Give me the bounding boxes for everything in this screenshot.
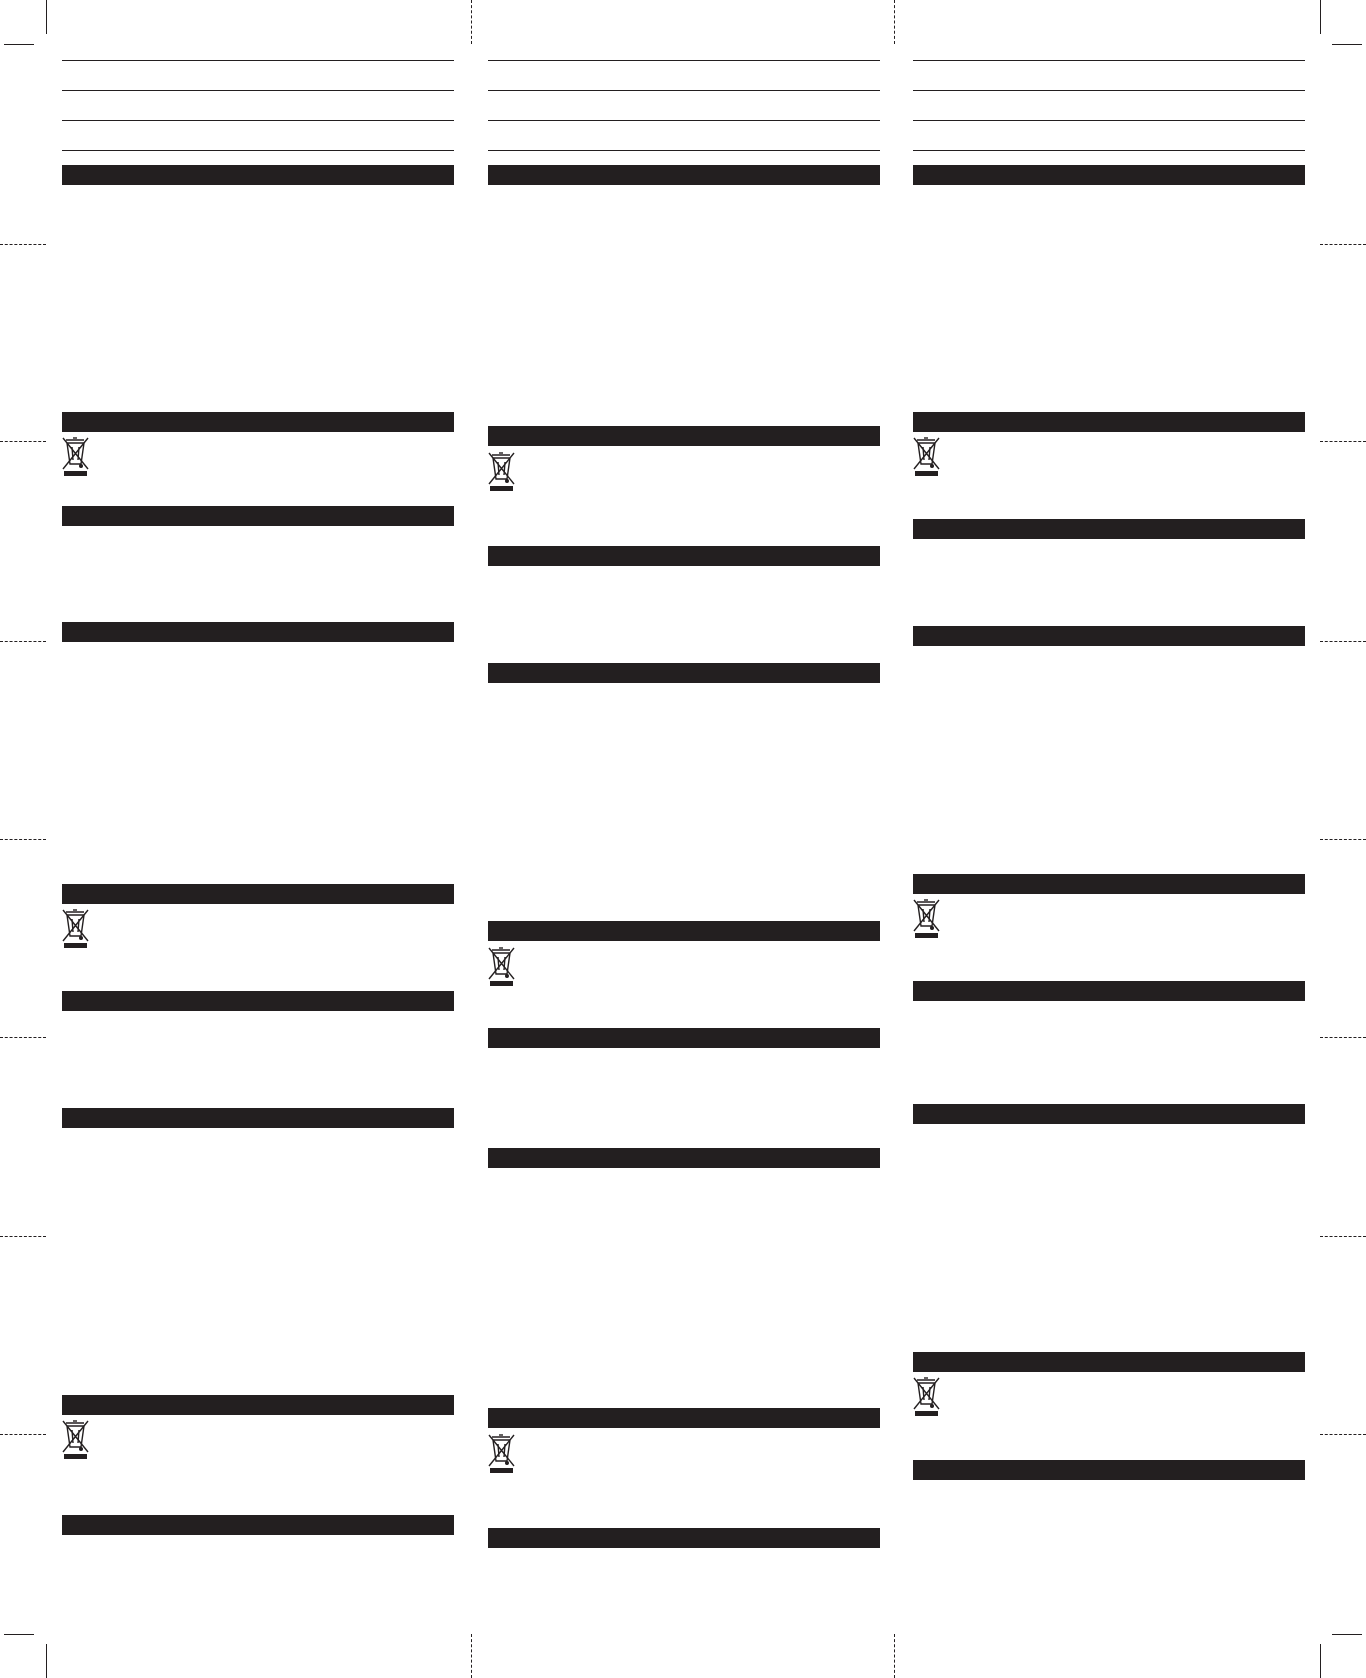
title-rule <box>62 120 454 121</box>
fold-mark <box>0 641 46 642</box>
section-header-bar <box>488 1408 880 1428</box>
fold-mark <box>0 1434 46 1435</box>
fold-mark <box>0 244 46 245</box>
fold-mark <box>0 441 46 442</box>
section-header-bar <box>62 884 454 904</box>
weee-recycling-icon <box>913 1376 941 1416</box>
crop-mark <box>1332 1634 1362 1635</box>
section-header-bar <box>62 412 454 432</box>
weee-recycling-icon <box>488 1433 516 1473</box>
crop-mark <box>1320 1644 1321 1678</box>
section-header-bar <box>488 1148 880 1168</box>
fold-mark <box>0 1037 46 1038</box>
fold-mark <box>894 1634 895 1678</box>
title-rule <box>913 120 1305 121</box>
fold-mark <box>471 0 472 44</box>
section-header-bar <box>62 1515 454 1535</box>
column-2 <box>488 0 880 1678</box>
title-rule <box>62 90 454 91</box>
weee-recycling-icon <box>488 451 516 491</box>
section-header-bar <box>488 1528 880 1548</box>
section-header-bar <box>62 622 454 642</box>
section-header-bar <box>488 1028 880 1048</box>
weee-recycling-icon <box>62 1419 90 1459</box>
section-header-bar <box>913 165 1305 185</box>
fold-mark <box>1320 839 1366 840</box>
fold-mark <box>1320 1236 1366 1237</box>
section-header-bar <box>913 874 1305 894</box>
column-3 <box>913 0 1305 1678</box>
section-header-bar <box>913 1352 1305 1372</box>
title-rule <box>488 90 880 91</box>
section-header-bar <box>913 981 1305 1001</box>
title-rule <box>62 60 454 61</box>
title-rule <box>913 60 1305 61</box>
title-rule <box>488 150 880 151</box>
section-header-bar <box>488 165 880 185</box>
section-header-bar <box>62 165 454 185</box>
crop-mark <box>1332 44 1362 45</box>
section-header-bar <box>488 921 880 941</box>
crop-mark <box>46 1644 47 1678</box>
fold-mark <box>1320 1434 1366 1435</box>
section-header-bar <box>488 546 880 566</box>
section-header-bar <box>913 1460 1305 1480</box>
title-rule <box>913 90 1305 91</box>
section-header-bar <box>913 626 1305 646</box>
fold-mark <box>1320 244 1366 245</box>
title-rule <box>62 150 454 151</box>
section-header-bar <box>488 426 880 446</box>
section-header-bar <box>913 412 1305 432</box>
title-rule <box>488 120 880 121</box>
weee-recycling-icon <box>62 436 90 476</box>
section-header-bar <box>62 1395 454 1415</box>
title-rule <box>488 60 880 61</box>
crop-mark <box>1320 0 1321 34</box>
title-rule <box>913 150 1305 151</box>
section-header-bar <box>913 519 1305 539</box>
fold-mark <box>0 839 46 840</box>
fold-mark <box>1320 641 1366 642</box>
weee-recycling-icon <box>488 946 516 986</box>
weee-recycling-icon <box>913 898 941 938</box>
section-header-bar <box>488 663 880 683</box>
section-header-bar <box>913 1104 1305 1124</box>
fold-mark <box>894 0 895 44</box>
crop-mark <box>4 1634 34 1635</box>
section-header-bar <box>62 991 454 1011</box>
section-header-bar <box>62 1108 454 1128</box>
weee-recycling-icon <box>913 436 941 476</box>
fold-mark <box>471 1634 472 1678</box>
section-header-bar <box>62 506 454 526</box>
crop-mark <box>46 0 47 34</box>
crop-mark <box>4 44 34 45</box>
column-1 <box>62 0 454 1678</box>
weee-recycling-icon <box>62 908 90 948</box>
fold-mark <box>1320 441 1366 442</box>
fold-mark <box>0 1236 46 1237</box>
fold-mark <box>1320 1037 1366 1038</box>
